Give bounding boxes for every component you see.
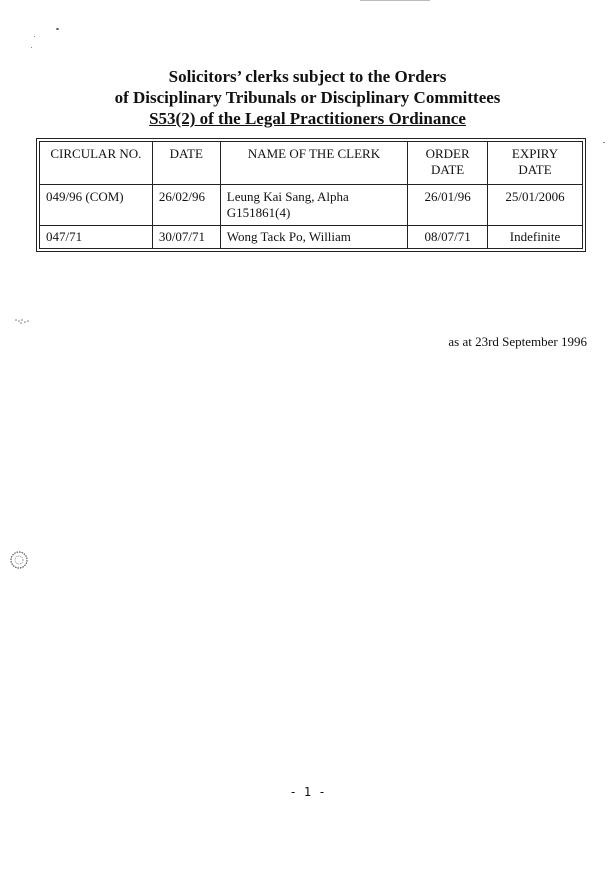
page-number: - 1 -: [289, 785, 326, 799]
scan-top-line: [360, 0, 430, 1]
cell-circular-no: 049/96 (COM): [40, 185, 153, 226]
table-header-row: [40, 142, 583, 185]
table-row: [40, 226, 583, 249]
title-line-3: S53(2) of the Legal Practitioners Ordinance: [149, 109, 466, 128]
cell-expiry-date: 25/01/2006: [488, 185, 583, 226]
header-name-of-clerk: NAME OF THE CLERK: [220, 142, 407, 185]
clerks-table-frame: [36, 138, 586, 252]
cell-date: 30/07/71: [152, 226, 220, 249]
header-date: DATE: [152, 142, 220, 185]
header-order-date: ORDER DATE: [408, 142, 488, 185]
header-expiry-date: EXPIRY DATE: [488, 142, 583, 185]
cell-order-date: 26/01/96: [408, 185, 488, 226]
as-at-date: as at 23rd September 1996: [448, 334, 587, 349]
scan-speck: [603, 142, 605, 143]
cell-circular-no: 047/71: [40, 226, 153, 249]
scan-speck: [34, 36, 35, 37]
cell-clerk-name: Wong Tack Po, William: [220, 226, 407, 249]
header-circular-no: CIRCULAR NO.: [40, 142, 153, 185]
cell-date: 26/02/96: [152, 185, 220, 226]
title-line-1: Solicitors’ clerks subject to the Orders: [168, 67, 447, 86]
document-title: [0, 66, 615, 129]
scan-smudge-mark: [14, 318, 30, 325]
scan-speck: [31, 47, 32, 48]
cell-expiry-date: Indefinite: [488, 226, 583, 249]
table-row: [40, 185, 583, 226]
scan-speck: [56, 28, 59, 30]
punch-hole-mark: [9, 550, 29, 570]
cell-order-date: 08/07/71: [408, 226, 488, 249]
cell-clerk-name: Leung Kai Sang, Alpha G151861(4): [220, 185, 407, 226]
title-line-2: of Disciplinary Tribunals or Disciplinary Committees: [114, 88, 501, 107]
clerks-table: [39, 141, 583, 249]
